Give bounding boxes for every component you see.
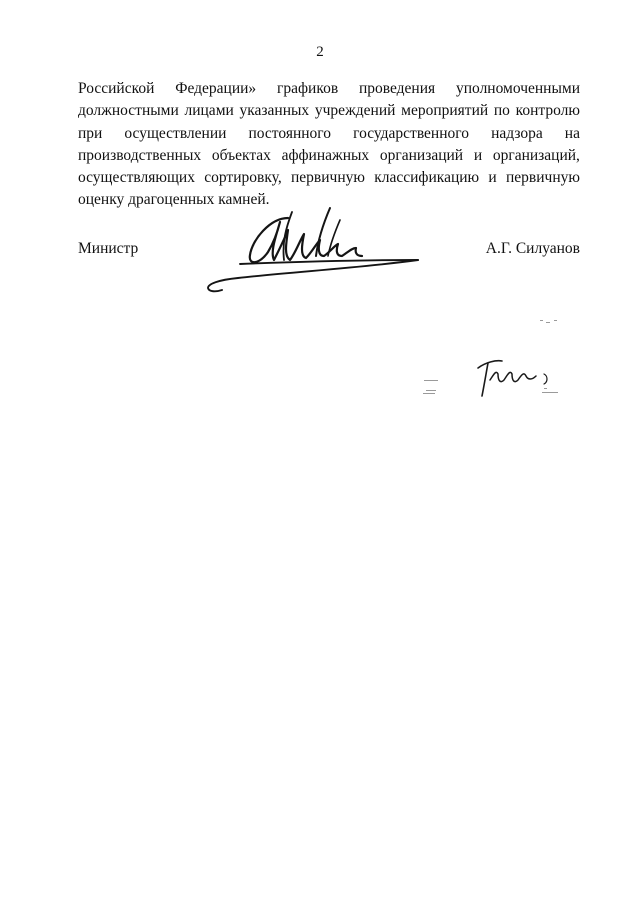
handwritten-initials [420,318,570,408]
word: Российской [78,80,155,97]
page-number: 2 [316,44,324,60]
text-line [78,167,580,189]
body-paragraph [78,78,580,212]
word: при [78,124,103,142]
word: осуществляющих [78,169,195,187]
word: лицами [184,102,234,120]
word: сортировку, [204,169,282,187]
word: и [488,169,497,187]
word: графиков [277,80,339,97]
word: по [493,102,510,120]
word: производственных [78,146,202,164]
text-line [78,123,580,145]
word: учреждений [314,102,396,120]
word: первичную [290,169,365,187]
word: контролю [515,102,580,120]
signer-name: А.Г. Силуанов [485,240,580,257]
handwritten-signature [200,200,425,295]
text-line [78,145,580,167]
word: объектах [211,146,271,164]
word: на [564,124,580,142]
word: надзора [491,124,543,142]
text-line [78,78,580,100]
word: Федерации» [175,80,257,97]
word: мероприятий [401,102,489,120]
word: классификацию [374,169,480,187]
word: и [473,146,483,164]
word: проведения [358,80,436,97]
word: осуществлении [124,124,227,142]
word: аффинажных [281,146,370,164]
word: уполномоченными [455,80,580,97]
word: постоянного [248,124,332,142]
word: государственного [353,124,469,142]
word: указанных [239,102,310,120]
signer-position: Министр [78,240,139,257]
text-line-last: оценку драгоценных камней. [78,191,270,209]
word: должностными [78,102,179,120]
word: организаций, [492,146,580,164]
word: первичную [505,169,580,187]
word: организаций [379,146,464,164]
text-line [78,100,580,122]
